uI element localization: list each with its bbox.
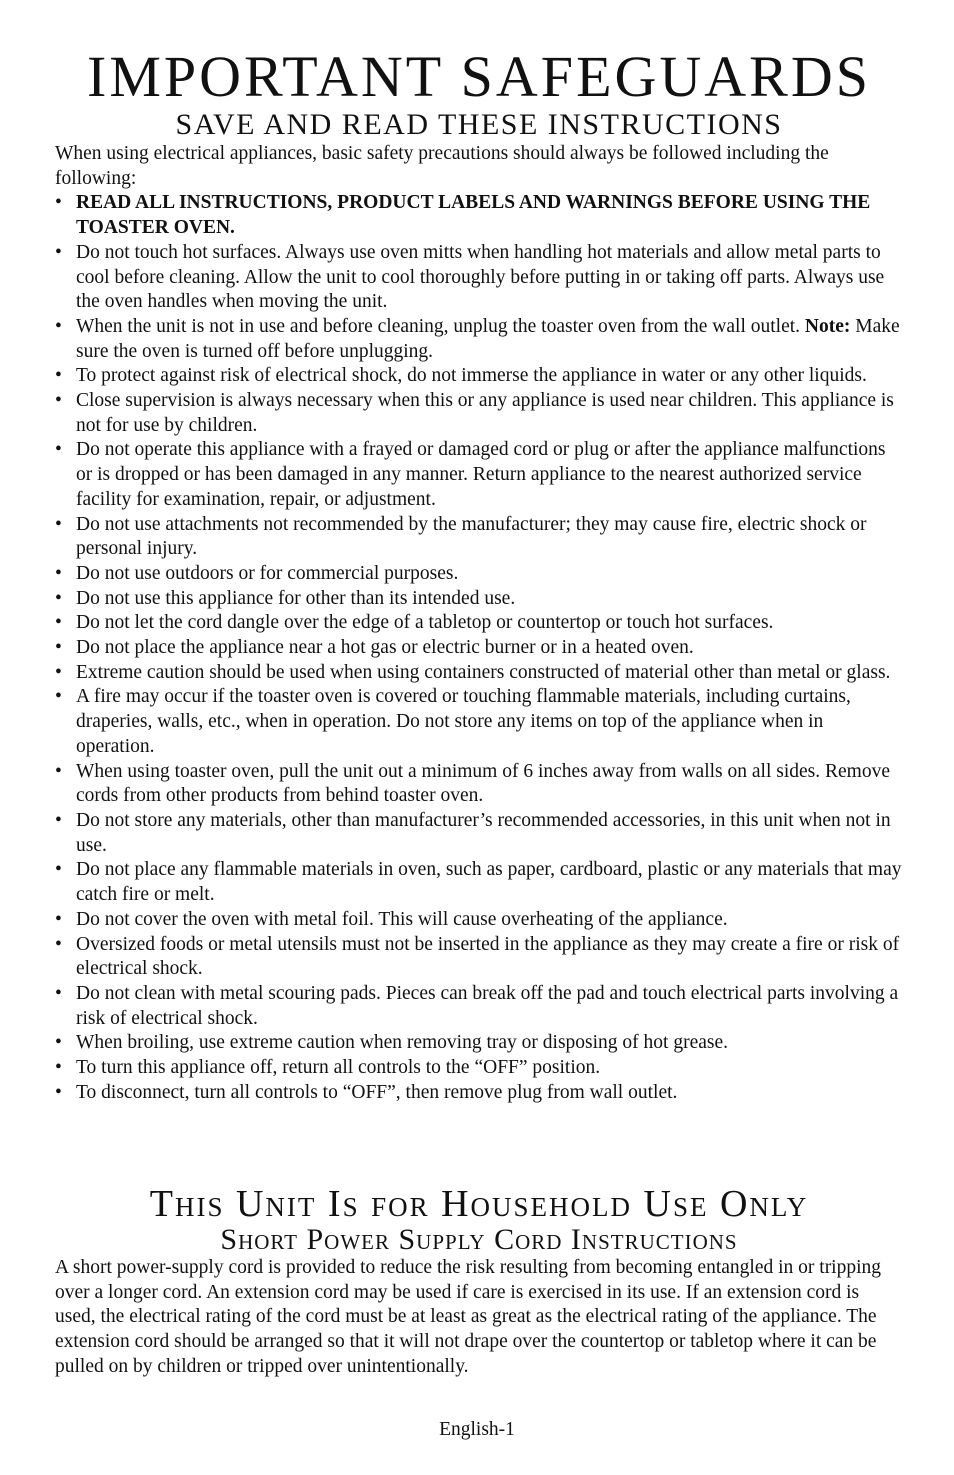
bullet-icon: • <box>55 1081 62 1103</box>
bullet-icon: • <box>55 908 62 930</box>
list-item <box>55 1081 903 1106</box>
list-item <box>55 685 903 759</box>
list-item-text: Do not operate this appliance with a frayed or damaged cord or plug or after the appliance malfunctions or is dropped or has been damaged in any manner. Return appliance to the nearest authorized service facility for examination, repair, or adjustment. <box>76 439 886 510</box>
list-item-text: Do not let the cord dangle over the edge of a tabletop or countertop or touch hot surfaces. <box>76 612 774 634</box>
list-item <box>55 241 903 315</box>
list-item-text: READ ALL INSTRUCTIONS, PRODUCT LABELS AND WARNINGS BEFORE USING THE TOASTER OVEN. <box>76 192 871 239</box>
bullet-icon: • <box>55 933 62 955</box>
bullet-icon: • <box>55 562 62 584</box>
list-item <box>55 908 903 933</box>
list-item-text: To disconnect, turn all controls to “OFF”, then remove plug from wall outlet. <box>76 1081 678 1103</box>
list-item <box>55 364 903 389</box>
list-item <box>55 760 903 809</box>
bullet-icon: • <box>55 439 62 461</box>
bullet-icon: • <box>55 1057 62 1079</box>
list-item <box>55 389 903 438</box>
household-heading: This Unit Is for Household Use Only <box>149 1183 809 1225</box>
list-item-text: Extreme caution should be used when using containers constructed of material other than metal or glass. <box>76 661 891 683</box>
list-item-text: Do not use outdoors or for commercial purposes. <box>76 562 459 584</box>
safeguard-list <box>55 191 903 1105</box>
list-item-text: To protect against risk of electrical shock, do not immerse the appliance in water or any other liquids. <box>76 365 867 387</box>
list-item-text: To turn this appliance off, return all controls to the “OFF” position. <box>76 1057 601 1079</box>
list-item <box>55 982 903 1031</box>
list-item <box>55 562 903 587</box>
list-item <box>55 809 903 858</box>
list-item-text: Do not cover the oven with metal foil. This will cause overheating of the appliance. <box>76 908 728 930</box>
list-item <box>55 438 903 512</box>
bullet-icon: • <box>55 241 62 263</box>
list-item <box>55 513 903 562</box>
bullet-icon: • <box>55 315 62 337</box>
bullet-icon: • <box>55 686 62 708</box>
safeguards-section <box>55 44 903 1105</box>
bullet-icon: • <box>55 982 62 1004</box>
intro-paragraph: When using electrical appliances, basic safety precautions should always be followed including the following: <box>55 143 829 189</box>
list-item-text: Do not place the appliance near a hot gas or electric burner or in a heated oven. <box>76 637 694 659</box>
note-label: Note: <box>804 315 851 337</box>
list-item-text: Do not clean with metal scouring pads. Pieces can break off the pad and touch electrical parts involving a risk of electrical shock. <box>76 982 899 1029</box>
bullet-icon: • <box>55 760 62 782</box>
list-item-text: Do not use this appliance for other than its intended use. <box>76 587 516 609</box>
list-item-text: When using toaster oven, pull the unit out a minimum of 6 inches away from walls on all sides. Remove cords from other products from behind toaster oven. <box>76 760 890 807</box>
cord-instructions-paragraph: A short power-supply cord is provided to reduce the risk resulting from becoming entangled in or tripping over a longer cord. An extension cord may be used if care is exercised in its use. If an extension cord is used, the electrical rating of the cord must be at least as great as the electrical rating of the appliance. The extension cord should be arranged so that it will not drape over the countertop or tabletop where it can be pulled on by children or tripped over unintentionally. <box>55 1257 882 1377</box>
list-item-text: Do not use attachments not recommended by the manufacturer; they may cause fire, electric shock or personal injury. <box>76 513 867 560</box>
list-item-text: Close supervision is always necessary when this or any appliance is used near children. This appliance is not for use by children. <box>76 390 894 436</box>
list-item-text: A fire may occur if the toaster oven is covered or touching flammable materials, including curtains, draperies, walls, etc., when in operation. Do not store any items on top of the appliance when in operation. <box>76 686 851 757</box>
list-item-text: When the unit is not in use and before cleaning, unplug the toaster oven from the wall outlet. <box>76 315 805 337</box>
list-item <box>55 315 903 364</box>
list-item-text: Do not touch hot surfaces. Always use oven mitts when handling hot materials and allow metal parts to cool before cleaning. Allow the unit to cool thoroughly before putting in or taking off parts. Always use the oven handles when moving the unit. <box>76 241 885 313</box>
list-item-text: When broiling, use extreme caution when removing tray or disposing of hot grease. <box>76 1032 728 1054</box>
bullet-icon: • <box>55 390 62 412</box>
bullet-icon: • <box>55 513 62 535</box>
list-item-text: Make sure the oven is turned off before unplugging. <box>76 315 900 362</box>
bullet-icon: • <box>55 612 62 634</box>
bullet-icon: • <box>55 192 62 214</box>
page-subtitle: SAVE AND READ THESE INSTRUCTIONS <box>175 108 783 141</box>
bullet-icon: • <box>55 809 62 831</box>
page-title: IMPORTANT SAFEGUARDS <box>87 44 871 109</box>
list-item <box>55 858 903 907</box>
list-item <box>55 933 903 982</box>
page-number: English-1 <box>439 1419 515 1440</box>
bullet-icon: • <box>55 365 62 387</box>
list-item <box>55 1056 903 1081</box>
list-item <box>55 587 903 612</box>
list-item <box>55 661 903 686</box>
bullet-icon: • <box>55 637 62 659</box>
bullet-icon: • <box>55 1032 62 1054</box>
list-item-text: Oversized foods or metal utensils must not be inserted in the appliance as they may create a fire or risk of electrical shock. <box>76 933 900 980</box>
list-item <box>55 191 903 240</box>
cord-instructions-heading: Short Power Supply Cord Instructions <box>220 1223 738 1256</box>
list-item <box>55 611 903 636</box>
bullet-icon: • <box>55 661 62 683</box>
list-item-text: Do not place any flammable materials in oven, such as paper, cardboard, plastic or any materials that may catch fire or melt. <box>76 859 902 906</box>
bullet-icon: • <box>55 587 62 609</box>
household-section <box>55 1184 903 1380</box>
list-item <box>55 636 903 661</box>
list-item <box>55 1031 903 1056</box>
bullet-icon: • <box>55 859 62 881</box>
list-item-text: Do not store any materials, other than manufacturer’s recommended accessories, in this unit when not in use. <box>76 809 891 856</box>
